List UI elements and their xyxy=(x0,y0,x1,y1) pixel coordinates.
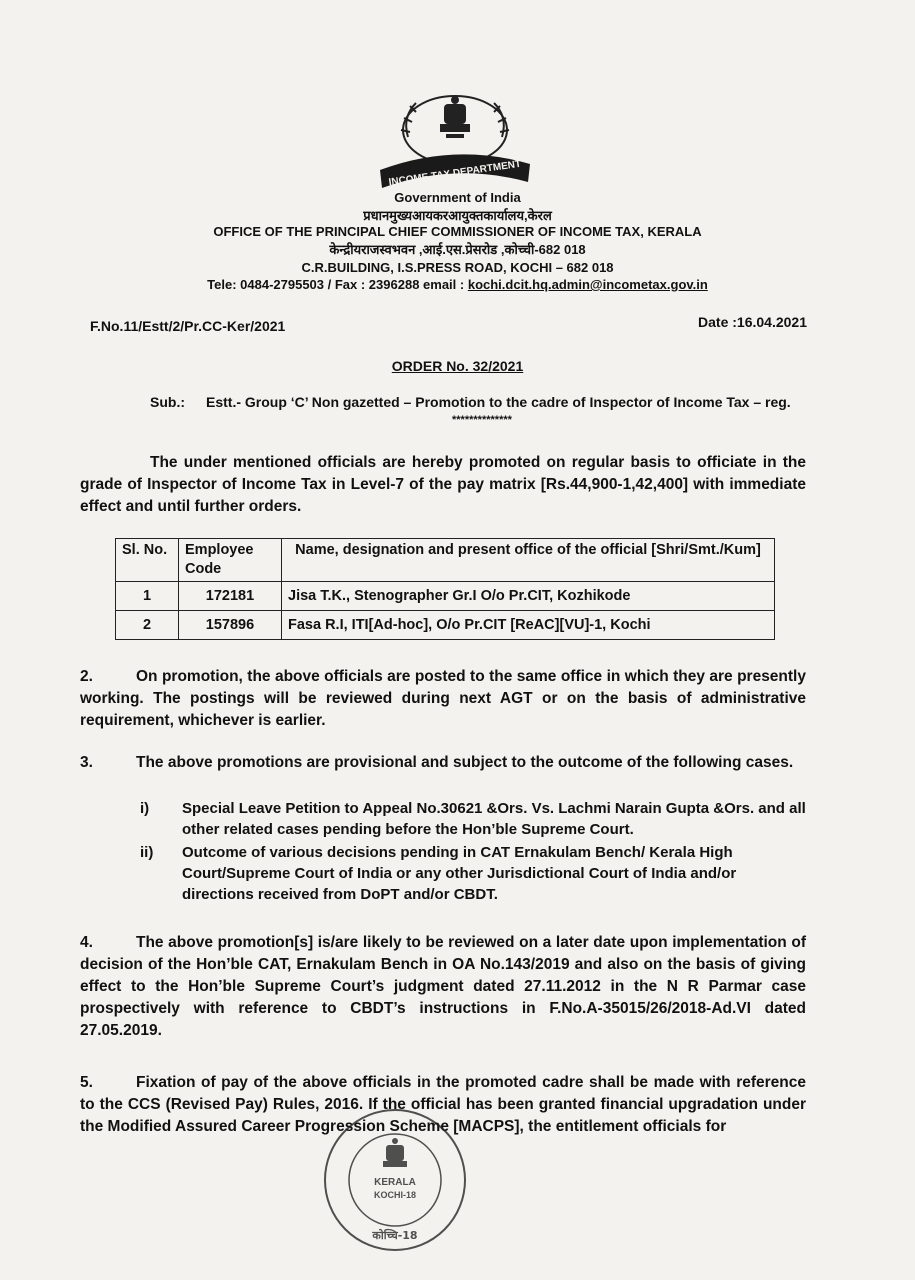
seal-kerala-text: KERALA xyxy=(374,1177,416,1188)
paragraph-5-text: Fixation of pay of the above officials in the promoted cadre shall be made with reference to the CCS (Revised Pay) Rules, 2016. If the official has been granted financial upgradation under the Modified Assured Career Progression Scheme [MACPS], the entitlement officials for xyxy=(80,1074,806,1135)
seal-hindi-text: कोच्चि-18 xyxy=(372,1229,418,1242)
government-line: Government of India xyxy=(394,190,521,205)
paragraph-3-number: 3. xyxy=(80,754,93,771)
cell-name-designation: Jisa T.K., Stenographer Gr.I O/o Pr.CIT, Kozhikode xyxy=(282,582,775,611)
file-number: F.No.11/Estt/2/Pr.CC-Ker/2021 xyxy=(90,318,286,334)
header-employee-code: Employee Code xyxy=(179,539,282,582)
header-sl-no: Sl. No. xyxy=(116,539,179,582)
paragraph-2-text: On promotion, the above officials are posted to the same office in which they are presently working. The postings will be reviewed during next AGT or on the basis of administrative requirement, whichever is earlier. xyxy=(80,668,806,729)
paragraph-4-text: The above promotion[s] is/are likely to be reviewed on a later date upon implementation of decision of the Hon’ble CAT, Ernakulam Bench in OA No.143/2019 and also on the basis of giving effect to the Hon’ble Supreme Court’s judgment dated 27.11.2012 in the N R Parmar case prospectively with reference to CBDT’s instructions in F.No.A-35015/26/2018-Ad.VI dated 27.05.2019. xyxy=(80,934,806,1039)
cell-sl-no: 1 xyxy=(116,582,179,611)
cell-employee-code: 172181 xyxy=(179,582,282,611)
income-tax-emblem-logo xyxy=(360,92,550,192)
address-line: C.R.BUILDING, I.S.PRESS ROAD, KOCHI – 682 018 xyxy=(301,260,614,275)
subject-label: Sub.: xyxy=(150,394,185,410)
email-link[interactable]: kochi.dcit.hq.admin@incometax.gov.in xyxy=(467,277,708,292)
case-number: ii) xyxy=(140,844,154,861)
table-row xyxy=(116,611,775,640)
paragraph-4-number: 4. xyxy=(80,934,93,951)
cell-sl-no: 2 xyxy=(116,611,179,640)
hindi-office-line: प्रधानमुख्यआयकरआयुक्तकार्यालय,केरल xyxy=(363,208,552,223)
case-item xyxy=(140,798,806,840)
paragraph-2-number: 2. xyxy=(80,668,93,685)
case-item xyxy=(140,842,806,905)
paragraph-4 xyxy=(80,932,806,1042)
separator-stars: ************** xyxy=(452,414,512,426)
order-title: ORDER No. 32/2021 xyxy=(391,358,524,374)
logo-text: INCOME TAX DEPARTMENT xyxy=(388,158,522,189)
office-line: OFFICE OF THE PRINCIPAL CHIEF COMMISSIONER OF INCOME TAX, KERALA xyxy=(213,224,702,239)
promotion-table xyxy=(115,538,775,640)
official-seal-stamp xyxy=(320,1105,470,1255)
subject-text: Estt.- Group ‘C’ Non gazetted – Promotion to the cadre of Inspector of Income Tax – reg. xyxy=(206,394,791,410)
paragraph-1: The under mentioned officials are hereby promoted on regular basis to officiate in the grade of Inspector of Income Tax in Level-7 of the pay matrix [Rs.44,900-1,42,400] with immediate effect and until further orders. xyxy=(80,454,806,515)
contact-line xyxy=(0,277,915,293)
table-header-row xyxy=(116,539,775,582)
table-row xyxy=(116,582,775,611)
subject-line xyxy=(150,394,791,410)
seal-kochi-text: KOCHI-18 xyxy=(373,1190,417,1200)
case-text: Outcome of various decisions pending in CAT Ernakulam Bench/ Kerala High Court/Supreme Court of India or any other Jurisdictional Court of India and/or directions received from DoPT and/or CBDT. xyxy=(182,844,737,903)
hindi-address-line: केन्द्रीयराजस्वभवन ,आई.एस.प्रेसरोड ,कोच्ची-682 018 xyxy=(329,242,586,257)
paragraph-3 xyxy=(80,752,806,774)
paragraph-2 xyxy=(80,666,806,732)
paragraph-3-text: The above promotions are provisional and subject to the outcome of the following cases. xyxy=(136,754,794,771)
header-name-designation: Name, designation and present office of the official [Shri/Smt./Kum] xyxy=(282,539,775,582)
case-text: Special Leave Petition to Appeal No.30621 &Ors. Vs. Lachmi Narain Gupta &Ors. and all other related cases pending before the Hon’ble Supreme Court. xyxy=(182,800,806,838)
cell-employee-code: 157896 xyxy=(179,611,282,640)
contact-text: Tele: 0484-2795503 / Fax : 2396288 email : xyxy=(207,277,465,292)
case-number: i) xyxy=(140,800,150,817)
order-date: Date :16.04.2021 xyxy=(698,314,807,330)
cell-name-designation: Fasa R.I, ITI[Ad-hoc], O/o Pr.CIT [ReAC][VU]-1, Kochi xyxy=(282,611,775,640)
paragraph-5-number: 5. xyxy=(80,1074,93,1091)
